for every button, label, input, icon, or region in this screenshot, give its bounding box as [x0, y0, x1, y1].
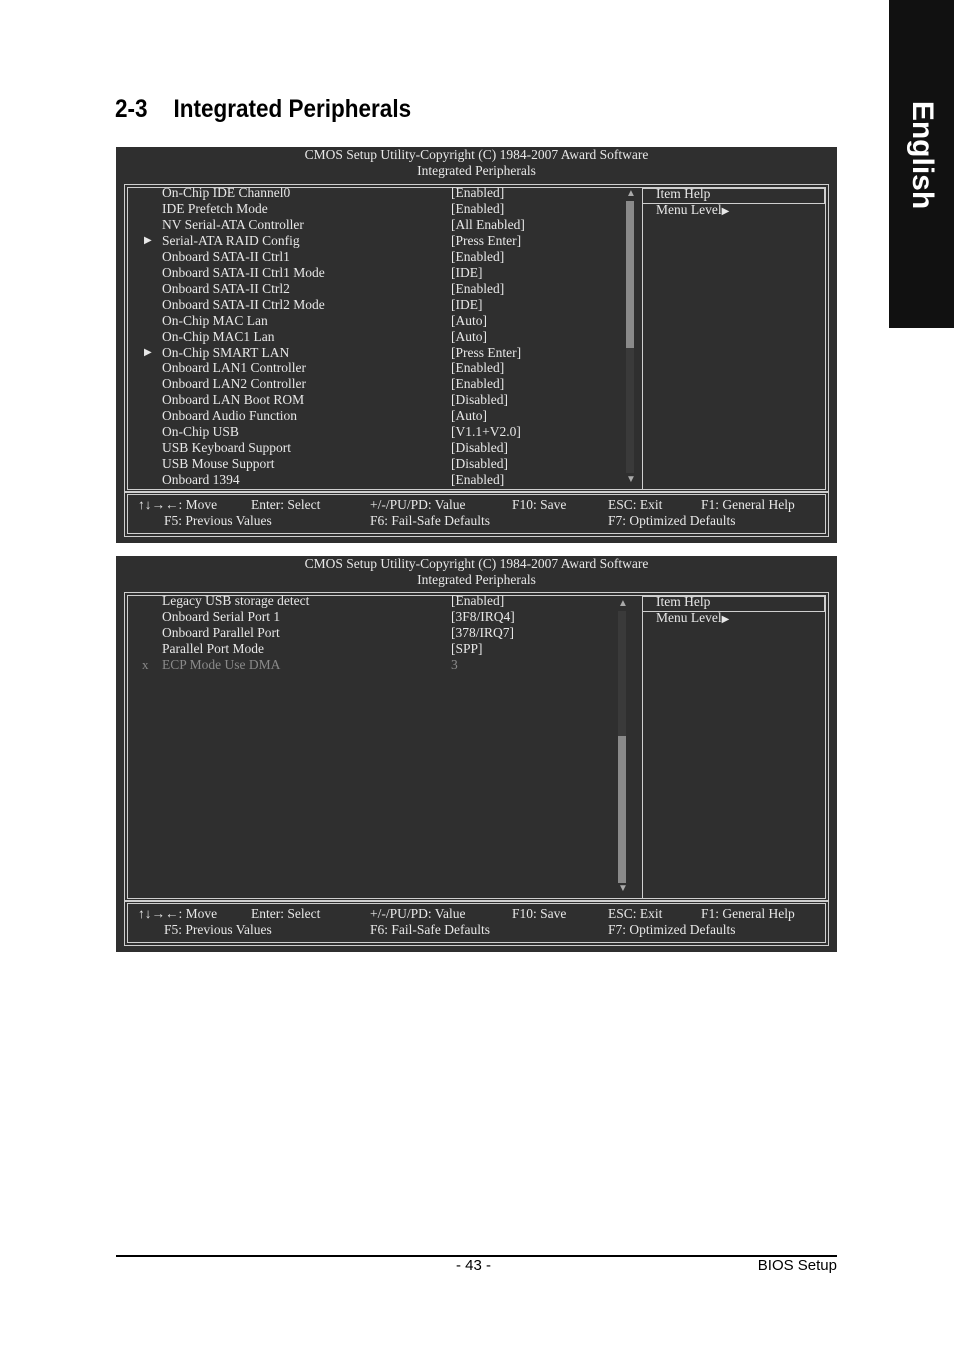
setting-label: USB Mouse Support — [162, 456, 275, 472]
scroll-up-icon[interactable]: ▲ — [626, 188, 636, 199]
bios-page-title: Integrated Peripherals — [417, 572, 536, 587]
setting-label: USB Keyboard Support — [162, 440, 291, 456]
footer-save: F10: Save — [512, 906, 567, 921]
bios-main-panel — [124, 592, 829, 902]
bios-screen-2 — [116, 556, 837, 952]
scrollbar-thumb[interactable] — [626, 201, 634, 348]
settings-list — [128, 185, 628, 488]
setting-value[interactable]: [Disabled] — [451, 456, 508, 472]
setting-label: Onboard LAN Boot ROM — [162, 392, 305, 408]
footer-optimized: F7: Optimized Defaults — [608, 513, 736, 528]
scrollbar[interactable] — [618, 611, 626, 883]
settings-list — [128, 593, 628, 893]
setting-value[interactable]: [Enabled] — [451, 185, 505, 200]
footer-value: +/-/PU/PD: Value — [370, 906, 466, 921]
footer-select: Enter: Select — [251, 497, 321, 512]
setting-label: Legacy USB storage detect — [162, 593, 310, 608]
setting-value[interactable]: [V1.1+V2.0] — [451, 424, 521, 440]
footer-inner — [127, 903, 826, 943]
setting-label: Parallel Port Mode — [162, 640, 264, 656]
bios-main-panel — [124, 184, 829, 493]
setting-label: ECP Mode Use DMA — [162, 656, 281, 672]
bios-header — [116, 556, 837, 588]
setting-value[interactable]: [Enabled] — [451, 200, 505, 216]
footer-previous: F5: Previous Values — [164, 922, 272, 937]
setting-label: Onboard SATA-II Ctrl1 — [162, 248, 290, 264]
menu-level-label: Menu Level — [656, 202, 722, 217]
setting-label: IDE Prefetch Mode — [162, 200, 268, 216]
panel-divider — [642, 188, 643, 489]
setting-label: Serial-ATA RAID Config — [162, 232, 300, 248]
language-label: English — [905, 100, 939, 210]
submenu-arrow-icon: ▶ — [144, 346, 152, 358]
bios-footer — [124, 900, 829, 946]
setting-value[interactable]: [Enabled] — [451, 472, 505, 488]
setting-label: Onboard SATA-II Ctrl2 — [162, 280, 290, 296]
bios-page-title: Integrated Peripherals — [417, 163, 536, 178]
setting-value[interactable]: [Auto] — [451, 328, 487, 344]
bios-inner-panel — [127, 187, 826, 490]
language-tab — [889, 0, 954, 328]
footer-exit: ESC: Exit — [608, 497, 663, 512]
bios-inner-panel — [127, 595, 826, 899]
footer-help: F1: General Help — [701, 906, 795, 921]
setting-label: Onboard SATA-II Ctrl2 Mode — [162, 296, 325, 312]
page-number: - 43 - — [456, 1257, 492, 1274]
setting-label: Onboard Parallel Port — [162, 624, 280, 640]
setting-value[interactable]: [Enabled] — [451, 360, 505, 376]
bios-copyright: CMOS Setup Utility-Copyright (C) 1984-2007 Award Software — [304, 147, 649, 162]
footer-help: F1: General Help — [701, 497, 795, 512]
scroll-down-icon[interactable]: ▼ — [618, 883, 628, 894]
setting-label: On-Chip IDE Channel0 — [162, 185, 291, 200]
menu-level-arrow-icon: ▶ — [721, 614, 730, 625]
footer-failsafe: F6: Fail-Safe Defaults — [370, 513, 490, 528]
scrollbar-thumb[interactable] — [618, 736, 626, 883]
item-help-label: Item Help — [656, 594, 711, 609]
setting-value[interactable]: [Disabled] — [451, 440, 508, 456]
menu-level-arrow-icon: ▶ — [721, 206, 730, 217]
setting-label: On-Chip MAC Lan — [162, 312, 268, 328]
panel-divider — [642, 596, 643, 898]
footer-move: ↑↓→←: Move — [138, 906, 218, 921]
setting-value[interactable]: [Disabled] — [451, 392, 508, 408]
submenu-arrow-icon: ▶ — [144, 234, 152, 246]
footer-save: F10: Save — [512, 497, 567, 512]
footer-previous: F5: Previous Values — [164, 513, 272, 528]
section-number: 2-3 — [115, 95, 148, 123]
setting-value[interactable]: [Press Enter] — [451, 344, 522, 360]
setting-value[interactable]: [Enabled] — [451, 248, 505, 264]
setting-value[interactable]: [Press Enter] — [451, 232, 522, 248]
menu-level — [656, 202, 729, 218]
setting-value[interactable]: [Enabled] — [451, 280, 505, 296]
setting-label: On-Chip SMART LAN — [162, 344, 290, 360]
setting-label: On-Chip MAC1 Lan — [162, 328, 275, 344]
setting-value[interactable]: [IDE] — [451, 264, 483, 280]
setting-label: Onboard Serial Port 1 — [162, 608, 281, 624]
scrollbar[interactable] — [626, 201, 634, 473]
menu-level — [656, 610, 729, 626]
setting-label: NV Serial-ATA Controller — [162, 216, 304, 232]
setting-value[interactable]: [All Enabled] — [451, 216, 525, 232]
bios-copyright: CMOS Setup Utility-Copyright (C) 1984-2007 Award Software — [304, 556, 649, 571]
setting-label: Onboard 1394 — [162, 472, 240, 488]
scroll-down-icon[interactable]: ▼ — [626, 474, 636, 485]
setting-value[interactable]: [Enabled] — [451, 376, 505, 392]
footer-failsafe: F6: Fail-Safe Defaults — [370, 922, 490, 937]
setting-value: 3 — [451, 656, 458, 672]
setting-value[interactable]: [Auto] — [451, 312, 487, 328]
footer-optimized: F7: Optimized Defaults — [608, 922, 736, 937]
footer-select: Enter: Select — [251, 906, 321, 921]
setting-value[interactable]: [3F8/IRQ4] — [451, 608, 515, 624]
setting-label: On-Chip USB — [162, 424, 239, 440]
setting-value[interactable]: [SPP] — [451, 640, 483, 656]
disabled-marker: x — [142, 656, 149, 672]
footer-move: ↑↓→←: Move — [138, 497, 218, 512]
setting-value[interactable]: [IDE] — [451, 296, 483, 312]
bios-footer — [124, 491, 829, 537]
footer-value: +/-/PU/PD: Value — [370, 497, 466, 512]
setting-label: Onboard SATA-II Ctrl1 Mode — [162, 264, 325, 280]
section-name: Integrated Peripherals — [173, 95, 412, 123]
bios-screen-1 — [116, 147, 837, 543]
scroll-up-icon[interactable]: ▲ — [618, 598, 628, 609]
setting-value[interactable]: [378/IRQ7] — [451, 624, 514, 640]
setting-label: Onboard LAN1 Controller — [162, 360, 306, 376]
setting-label: Onboard Audio Function — [162, 408, 297, 424]
setting-value[interactable]: [Enabled] — [451, 593, 505, 608]
item-help-label: Item Help — [656, 186, 711, 201]
footer-inner — [127, 494, 826, 534]
section-title — [115, 95, 411, 124]
footer-exit: ESC: Exit — [608, 906, 663, 921]
bios-header — [116, 147, 837, 179]
setting-label: Onboard LAN2 Controller — [162, 376, 306, 392]
page-section-name: BIOS Setup — [757, 1257, 837, 1274]
setting-value[interactable]: [Auto] — [451, 408, 487, 424]
menu-level-label: Menu Level — [656, 610, 722, 625]
